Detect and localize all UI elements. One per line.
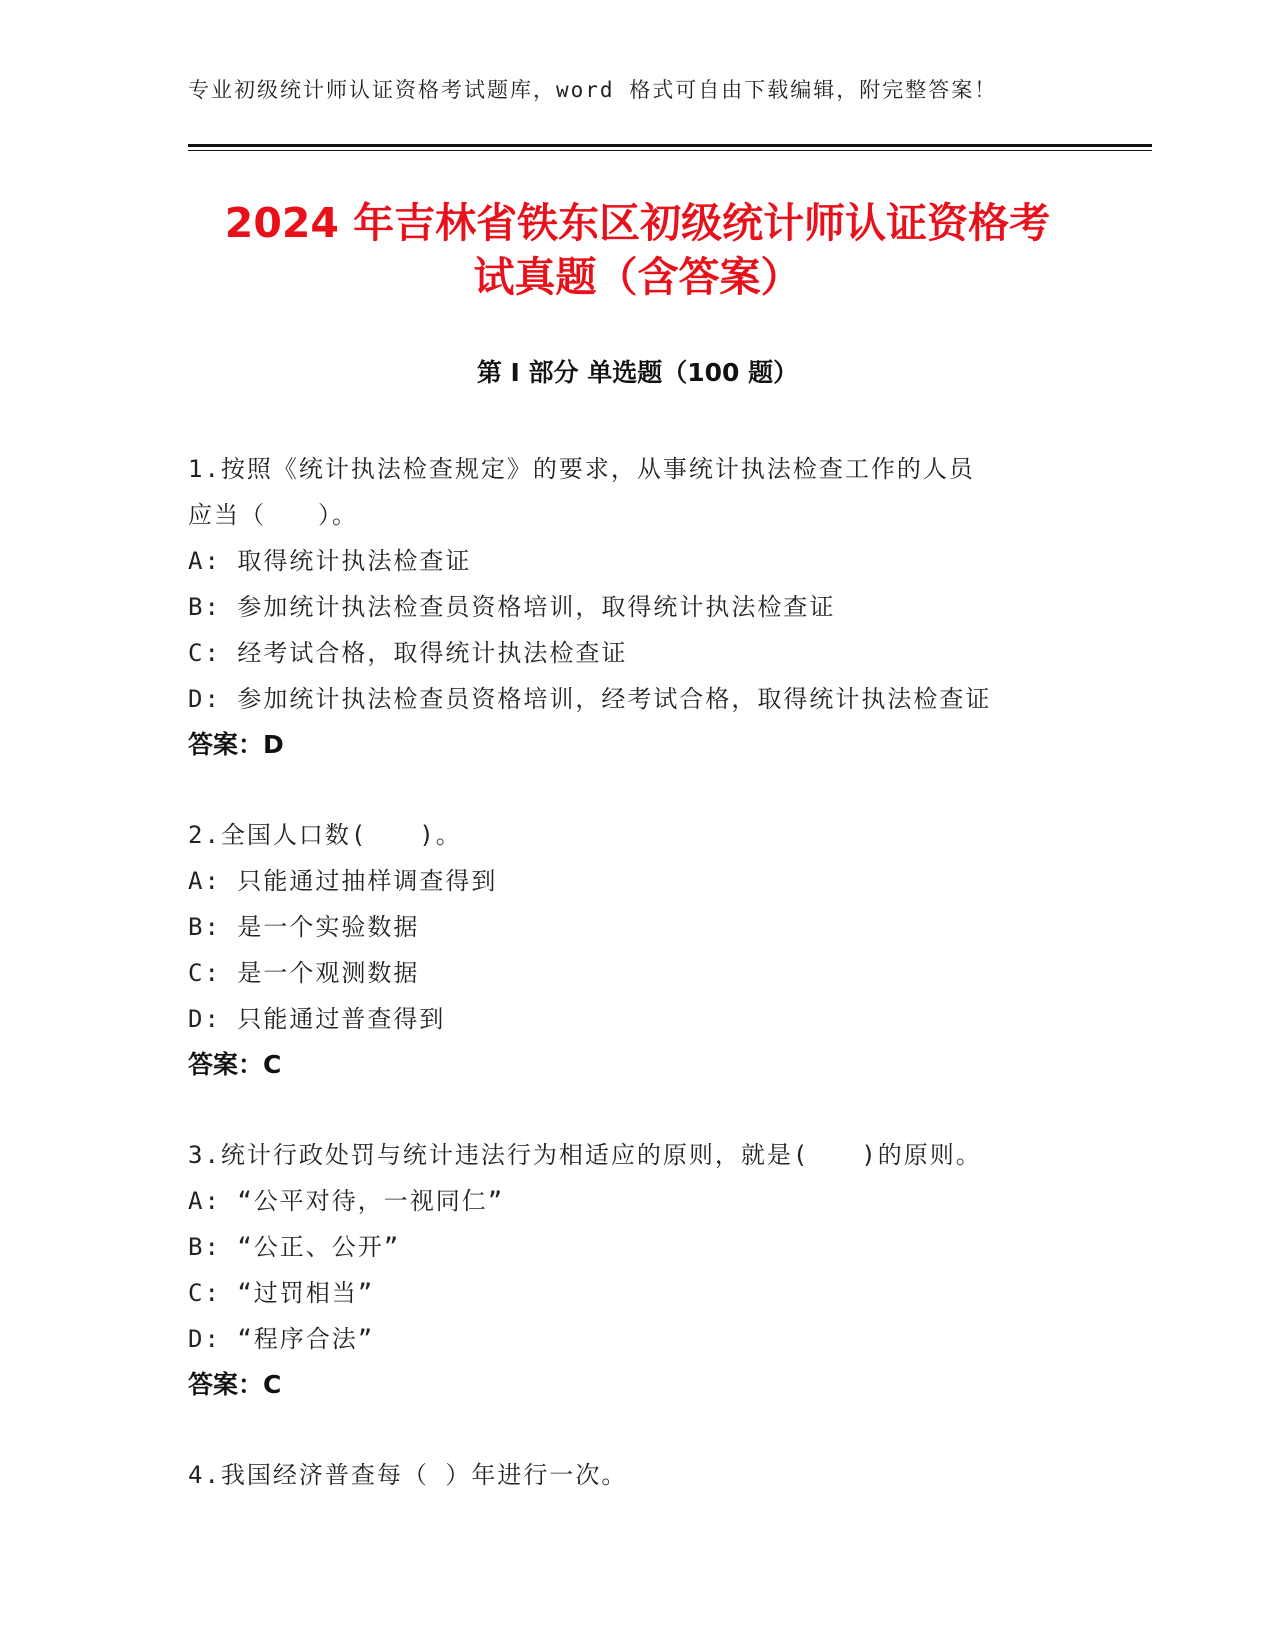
option-b: B: “公正、公开” [188, 1233, 401, 1261]
spacer [188, 1408, 1088, 1452]
option-c: C: “过罚相当” [188, 1279, 375, 1307]
option-c: C: 经考试合格，取得统计执法检查证 [188, 639, 628, 667]
option-a: A: 只能通过抽样调查得到 [188, 867, 498, 895]
option-a: A: 取得统计执法检查证 [188, 547, 472, 575]
question-stem: 3.统计行政处罚与统计违法行为相适应的原则，就是( )的原则。 [188, 1141, 982, 1169]
section-title: 第 I 部分 单选题（100 题） [476, 358, 799, 387]
option-d: D: “程序合法” [188, 1325, 375, 1353]
document-title [150, 196, 1125, 304]
question-stem: 4.我国经济普查每（ ）年进行一次。 [188, 1461, 628, 1489]
document-title-line-1: 2024 年吉林省铁东区初级统计师认证资格考 [224, 199, 1051, 247]
header-divider-thin [188, 150, 1152, 151]
option-b: B: 参加统计执法检查员资格培训，取得统计执法检查证 [188, 593, 836, 621]
header-note: 专业初级统计师认证资格考试题库，word 格式可自由下载编辑，附完整答案！ [188, 78, 998, 102]
question-2 [188, 812, 1088, 1088]
spacer [188, 768, 1088, 812]
answer: 答案：C [188, 1370, 282, 1399]
option-d: D: 只能通过普查得到 [188, 1005, 446, 1033]
question-stem: 2.全国人口数( )。 [188, 821, 462, 849]
spacer [188, 1088, 1088, 1132]
option-b: B: 是一个实验数据 [188, 913, 420, 941]
header-divider-thick [188, 144, 1152, 147]
question-1 [188, 446, 1088, 768]
option-d: D: 参加统计执法检查员资格培训，经考试合格，取得统计执法检查证 [188, 685, 992, 713]
answer: 答案：D [188, 730, 284, 759]
document-title-line-2: 试真题（含答案） [473, 253, 802, 301]
question-4 [188, 1452, 1088, 1498]
option-a: A: “公平对待，一视同仁” [188, 1187, 505, 1215]
question-stem-continued: 应当（ ）。 [188, 501, 358, 529]
question-3 [188, 1132, 1088, 1408]
question-list [188, 446, 1088, 1498]
question-stem: 1.按照《统计执法检查规定》的要求，从事统计执法检查工作的人员 [188, 455, 975, 483]
answer: 答案：C [188, 1050, 282, 1079]
option-c: C: 是一个观测数据 [188, 959, 420, 987]
